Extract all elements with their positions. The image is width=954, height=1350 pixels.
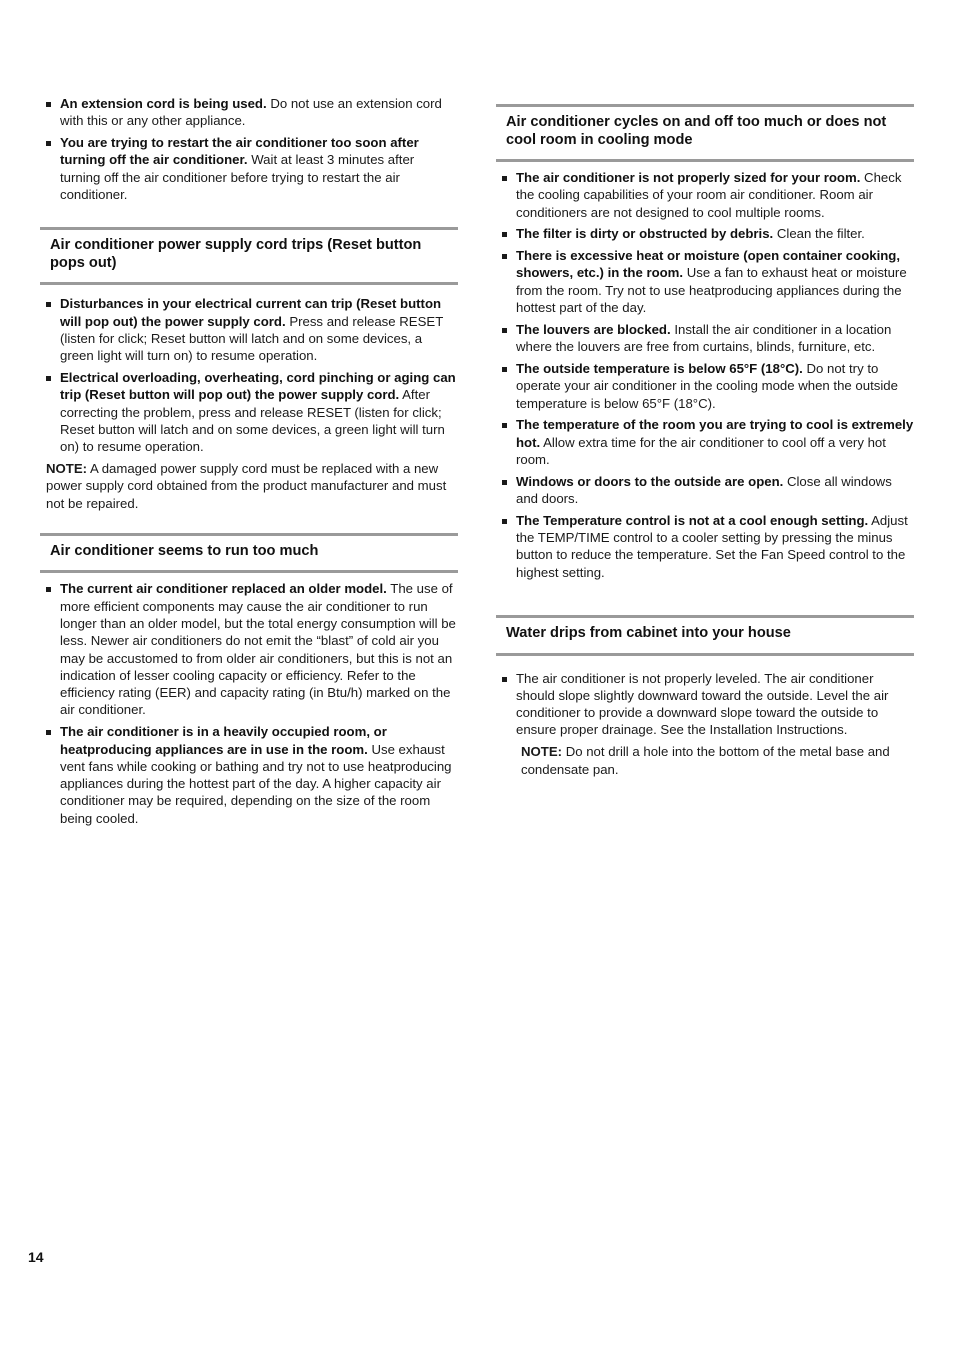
left-column: [40, 95, 458, 832]
list-item: An extension cord is being used. Do not use an extension cord with this or any other appliance.: [40, 95, 458, 130]
list-item: Electrical overloading, overheating, cord pinching or aging can trip (Reset button will pop out) the power supply cord. After correcting the problem, press and release RESET (listen for click; Reset button will latch and on some devices, a green light will turn on) to resume operation.: [40, 369, 458, 455]
list-item: The temperature of the room you are trying to cool is extremely hot. Allow extra time for the air conditioner to cool off a very hot room.: [496, 416, 914, 468]
list-item: There is excessive heat or moisture (open container cooking, showers, etc.) in the room. Use a fan to exhaust heat or moisture from the room. Try not to use heatproducing appliances during the hottest part of the day.: [496, 247, 914, 316]
section-list: [40, 295, 458, 455]
list-item: The louvers are blocked. Install the air conditioner in a location where the louvers are free from curtains, blinds, furniture, etc.: [496, 321, 914, 356]
section-water-drips: [496, 615, 914, 778]
section-list: [40, 580, 458, 827]
right-column: [496, 104, 914, 778]
list-item: Disturbances in your electrical current can trip (Reset button will pop out) the power supply cord. Press and release RESET (listen for click; Reset button will latch and on some devices, a green light will turn on) to resume operation.: [40, 295, 458, 364]
list-item: The outside temperature is below 65°F (18°C). Do not try to operate your air conditioner in the cooling mode when the outside temperature is below 65°F (18°C).: [496, 360, 914, 412]
list-item: The air conditioner is not properly sized for your room. Check the cooling capabilities of your room air conditioner. Room air conditioners are not designed to cool multiple rooms.: [496, 169, 914, 221]
section-heading: Air conditioner cycles on and off too much or does not cool room in cooling mode: [496, 104, 914, 162]
list-item: The current air conditioner replaced an older model. The use of more efficient components may cause the air conditioner to run longer than an older model, but the total energy consumption will be less. Newer air conditioners do not emit the “blast” of cold air you may be accustomed to from older air conditioners, but this is not an indication of lesser cooling capacity or efficiency. Refer to the efficiency rating (EER) and capacity rating (in Btu/h) marked on the air conditioner.: [40, 580, 458, 718]
section-list: [496, 670, 914, 739]
note: NOTE: Do not drill a hole into the bottom of the metal base and condensate pan.: [521, 744, 890, 777]
section-heading: Air conditioner power supply cord trips (Reset button pops out): [40, 227, 458, 285]
section-heading: Air conditioner seems to run too much: [40, 533, 458, 574]
section-runs-too-much: [40, 533, 458, 827]
page-number: 14: [28, 1249, 44, 1265]
note: NOTE: A damaged power supply cord must be replaced with a new power supply cord obtained from the product manufacturer and must not be repaired.: [46, 460, 447, 511]
list-item: The air conditioner is in a heavily occupied room, or heatproducing appliances are in use in the room. Use exhaust vent fans while cooking or bathing and try not to use heatproducing appliances during the hottest part of the day. A higher capacity air conditioner may be required, depending on the size of the room being cooled.: [40, 723, 458, 827]
list-item: The air conditioner is not properly leveled. The air conditioner should slope slightly downward toward the outside. Level the air conditioner to provide a downward slope toward the outside to ensure proper drainage. See the Installation Instructions.: [496, 670, 914, 739]
list-item: You are trying to restart the air conditioner too soon after turning off the air conditioner. Wait at least 3 minutes after turning off the air conditioner before trying to restart the air conditioner.: [40, 134, 458, 203]
section-list: [496, 169, 914, 581]
list-item: Windows or doors to the outside are open. Close all windows and doors.: [496, 473, 914, 508]
section-heading: Water drips from cabinet into your house: [496, 615, 914, 656]
section-cycles-on-off: [496, 104, 914, 581]
intro-list: [40, 95, 458, 203]
list-item: The Temperature control is not at a cool enough setting. Adjust the TEMP/TIME control to a cooler setting by pressing the minus button to reduce the temperature. Set the Fan Speed control to the highest setting.: [496, 512, 914, 581]
list-item: The filter is dirty or obstructed by debris. Clean the filter.: [496, 225, 914, 242]
section-power-cord-trips: [40, 227, 458, 512]
